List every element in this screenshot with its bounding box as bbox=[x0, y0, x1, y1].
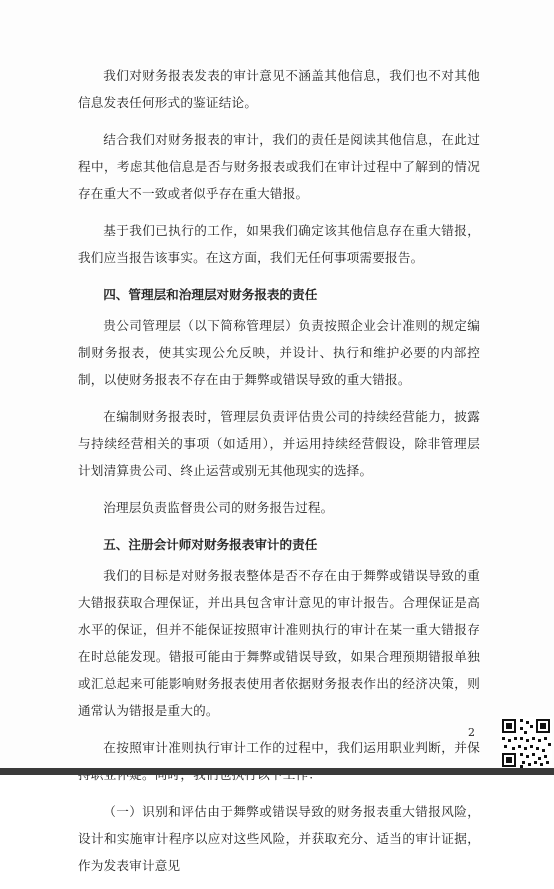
paragraph-management-duty: 贵公司管理层（以下简称管理层）负责按照企业会计准则的规定编制财务报表，使其实现公允反映，并设计、执行和维护必要的内部控制，以使财务报表不存在由于舞弊或错误导致的重大错报。 bbox=[78, 318, 480, 387]
paragraph-audit-objective: 我们的目标是对财务报表整体是否不存在由于舞弊或错误导致的重大错报获取合理保证，并出具包含审计意见的审计报告。合理保证是高水平的保证，但并不能保证按照审计准则执行的审计在某一重大错报存在时总能发现。错报可能由于舞弊或错误导致，如果合理预期错报单独或汇总起来可能影响财务报表使用者依据财务报表作出的经济决策，则通常认为错报是重大的。 bbox=[78, 568, 480, 718]
paragraph-other-info-report: 基于我们已执行的工作，如果我们确定该其他信息存在重大错报，我们应当报告该事实。在这方面，我们无任何事项需要报告。 bbox=[78, 223, 480, 265]
paragraph-risk-assessment: （一）识别和评估由于舞弊或错误导致的财务报表重大错报风险，设计和实施审计程序以应对这些风险，并获取充分、适当的审计证据，作为发表审计意见 bbox=[78, 804, 480, 873]
bottom-border bbox=[0, 768, 554, 775]
section-heading-auditor-responsibility: 五、注册会计师对财务报表审计的责任 bbox=[103, 537, 318, 552]
page-number: 2 bbox=[468, 726, 475, 739]
paragraph-governance-oversight: 治理层负责监督贵公司的财务报告过程。 bbox=[103, 500, 334, 515]
qr-code-icon bbox=[500, 717, 552, 769]
section-heading-management-responsibility: 四、管理层和治理层对财务报表的责任 bbox=[103, 287, 318, 302]
paragraph-going-concern: 在编制财务报表时，管理层负责评估贵公司的持续经营能力，披露与持续经营相关的事项（如适用），并运用持续经营假设，除非管理层计划清算贵公司、终止运营或别无其他现实的选择。 bbox=[78, 409, 480, 478]
page-body bbox=[78, 62, 480, 889]
paragraph-professional-judgment: 在按照审计准则执行审计工作的过程中，我们运用职业判断，并保 bbox=[103, 740, 480, 755]
paragraph-other-info-opinion: 我们对财务报表发表的审计意见不涵盖其他信息，我们也不对其他信息发表任何形式的鉴证结论。 bbox=[78, 68, 480, 110]
paragraph-other-info-responsibility: 结合我们对财务报表的审计，我们的责任是阅读其他信息，在此过程中，考虑其他信息是否与财务报表或我们在审计过程中了解到的情况存在重大不一致或者似乎存在重大错报。 bbox=[78, 132, 480, 201]
